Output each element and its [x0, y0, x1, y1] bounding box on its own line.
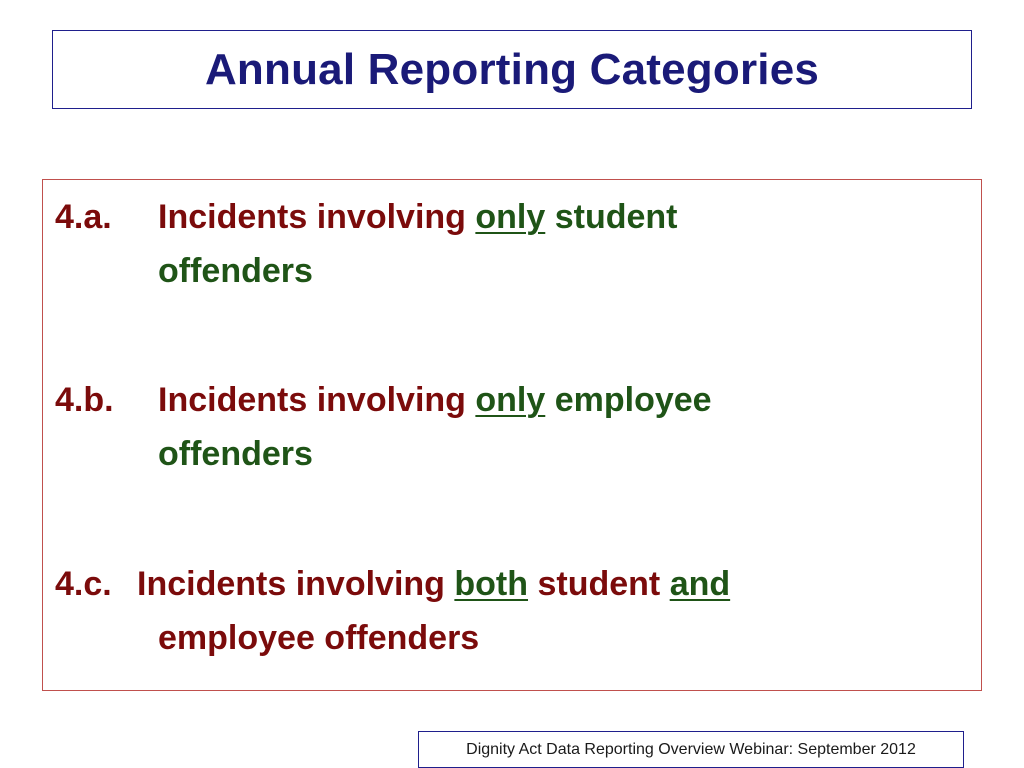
- item-text-prefix: Incidents involving: [158, 198, 476, 236]
- slide-title: Annual Reporting Categories: [204, 44, 820, 94]
- item-text-suffix: employee: [545, 381, 712, 419]
- footer-text: Dignity Act Data Reporting Overview Webinar: September 2012: [466, 740, 916, 758]
- item-number: 4.c.: [55, 565, 112, 603]
- item-continuation: offenders: [158, 435, 313, 473]
- item-text-prefix: Incidents involving: [137, 565, 455, 603]
- item-continuation: offenders: [158, 252, 313, 290]
- item-text-prefix: Incidents involving: [158, 381, 476, 419]
- list-item: [55, 190, 678, 298]
- item-number: 4.a.: [55, 198, 112, 236]
- item-text-mid: student: [528, 565, 670, 603]
- item-emphasis-2: and: [669, 565, 731, 603]
- list-item: [55, 373, 712, 481]
- footer-box: [418, 731, 964, 768]
- item-emphasis: only: [475, 198, 546, 236]
- item-emphasis: only: [475, 381, 546, 419]
- item-number: 4.b.: [55, 381, 114, 419]
- content-box: [42, 179, 982, 691]
- title-box: [52, 30, 972, 109]
- list-item: [55, 557, 730, 665]
- item-emphasis: both: [454, 565, 529, 603]
- item-text-suffix: student: [545, 198, 678, 236]
- item-continuation: employee offenders: [158, 619, 480, 657]
